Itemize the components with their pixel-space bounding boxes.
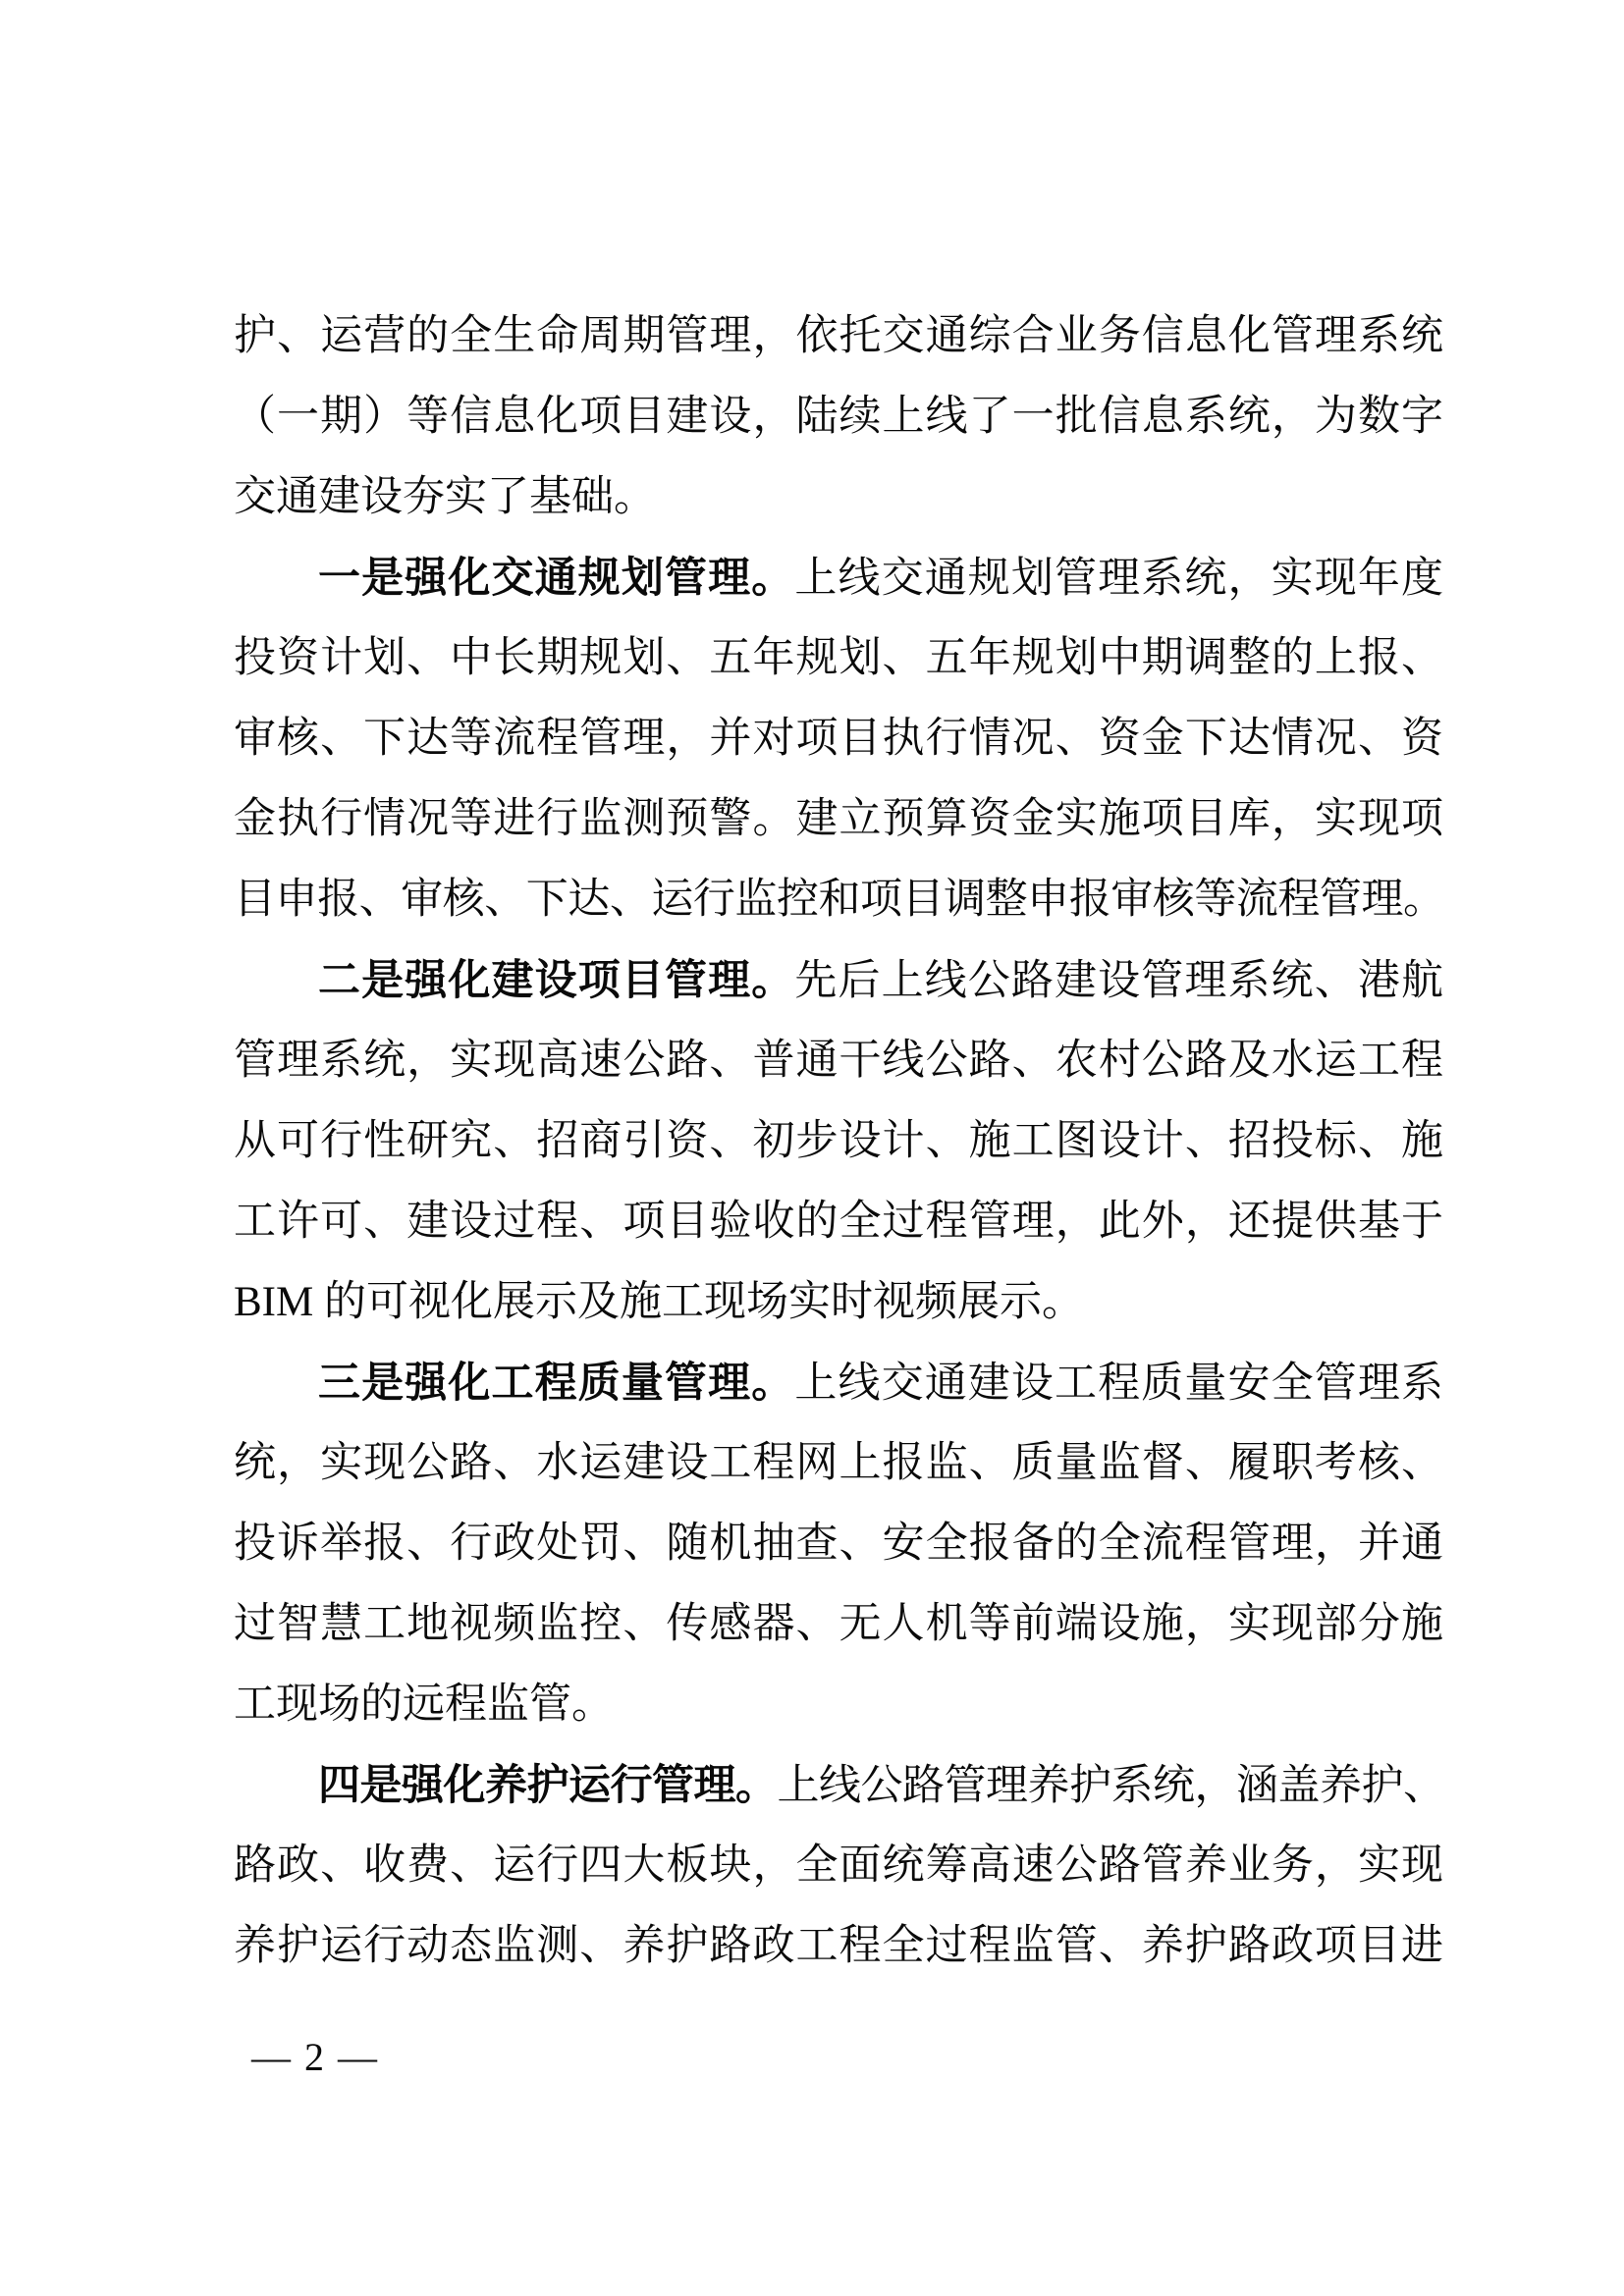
text-line bbox=[234, 1343, 1443, 1423]
page-number: — 2 — bbox=[251, 2035, 379, 2079]
document-body bbox=[234, 296, 1443, 1987]
line-text: BIM 的可视化展示及施工现场实时视频展示。 bbox=[234, 1279, 1084, 1325]
text-line bbox=[234, 1101, 1443, 1182]
text-line bbox=[234, 1423, 1443, 1504]
text-line bbox=[234, 377, 1443, 457]
line-text: 护、运营的全生命周期管理，依托交通综合业务信息化管理系统 bbox=[234, 313, 1443, 359]
line-text: 交通建设夯实了基础。 bbox=[234, 474, 656, 520]
line-text: 路政、收费、运行四大板块，全面统筹高速公路管养业务，实现 bbox=[234, 1842, 1443, 1889]
text-line bbox=[234, 1021, 1443, 1101]
paragraph-heading: 三是强化工程质量管理。 bbox=[318, 1360, 795, 1407]
paragraph-heading: 一是强化交通规划管理。 bbox=[318, 555, 795, 602]
line-text: 金执行情况等进行监测预警。建立预算资金实施项目库，实现项 bbox=[234, 796, 1443, 842]
text-line bbox=[234, 1745, 1443, 1826]
line-text: 养护运行动态监测、养护路政工程全过程监管、养护路政项目进 bbox=[234, 1923, 1443, 1969]
line-text: 管理系统，实现高速公路、普通干线公路、农村公路及水运工程 bbox=[234, 1038, 1443, 1084]
text-line bbox=[234, 1665, 1443, 1745]
line-text: 投资计划、中长期规划、五年规划、五年规划中期调整的上报、 bbox=[234, 635, 1443, 681]
line-text: 上线交通规划管理系统，实现年度 bbox=[794, 556, 1443, 602]
paragraph-heading: 二是强化建设项目管理。 bbox=[318, 957, 795, 1004]
text-line bbox=[234, 1906, 1443, 1987]
text-line bbox=[234, 1826, 1443, 1906]
line-text: 目申报、审核、下达、运行监控和项目调整申报审核等流程管理。 bbox=[234, 877, 1443, 923]
text-line bbox=[234, 1182, 1443, 1262]
text-line bbox=[234, 860, 1443, 940]
line-text: 统，实现公路、水运建设工程网上报监、质量监督、履职考核、 bbox=[234, 1440, 1443, 1486]
text-line bbox=[234, 618, 1443, 699]
line-text: 上线公路管理养护系统，涵盖养护、 bbox=[777, 1763, 1443, 1809]
text-line bbox=[234, 538, 1443, 618]
text-line bbox=[234, 296, 1443, 377]
text-line bbox=[234, 779, 1443, 860]
line-text: 审核、下达等流程管理，并对项目执行情况、资金下达情况、资 bbox=[234, 716, 1443, 762]
line-text: 上线交通建设工程质量安全管理系 bbox=[794, 1361, 1443, 1407]
line-text: 先后上线公路建设管理系统、港航 bbox=[794, 958, 1443, 1004]
line-text: 过智慧工地视频监控、传感器、无人机等前端设施，实现部分施 bbox=[234, 1601, 1443, 1647]
text-line bbox=[234, 1504, 1443, 1584]
text-line bbox=[234, 699, 1443, 779]
line-text: 投诉举报、行政处罚、随机抽查、安全报备的全流程管理，并通 bbox=[234, 1521, 1443, 1567]
text-line bbox=[234, 457, 1443, 538]
line-text: 工现场的远程监管。 bbox=[234, 1682, 614, 1728]
line-text: （一期）等信息化项目建设，陆续上线了一批信息系统，为数字 bbox=[234, 394, 1443, 440]
line-text: 从可行性研究、招商引资、初步设计、施工图设计、招投标、施 bbox=[234, 1118, 1443, 1164]
text-line bbox=[234, 1262, 1443, 1343]
paragraph-heading: 四是强化养护运行管理。 bbox=[318, 1762, 778, 1809]
text-line bbox=[234, 940, 1443, 1021]
line-text: 工许可、建设过程、项目验收的全过程管理，此外，还提供基于 bbox=[234, 1199, 1443, 1245]
text-line bbox=[234, 1584, 1443, 1665]
